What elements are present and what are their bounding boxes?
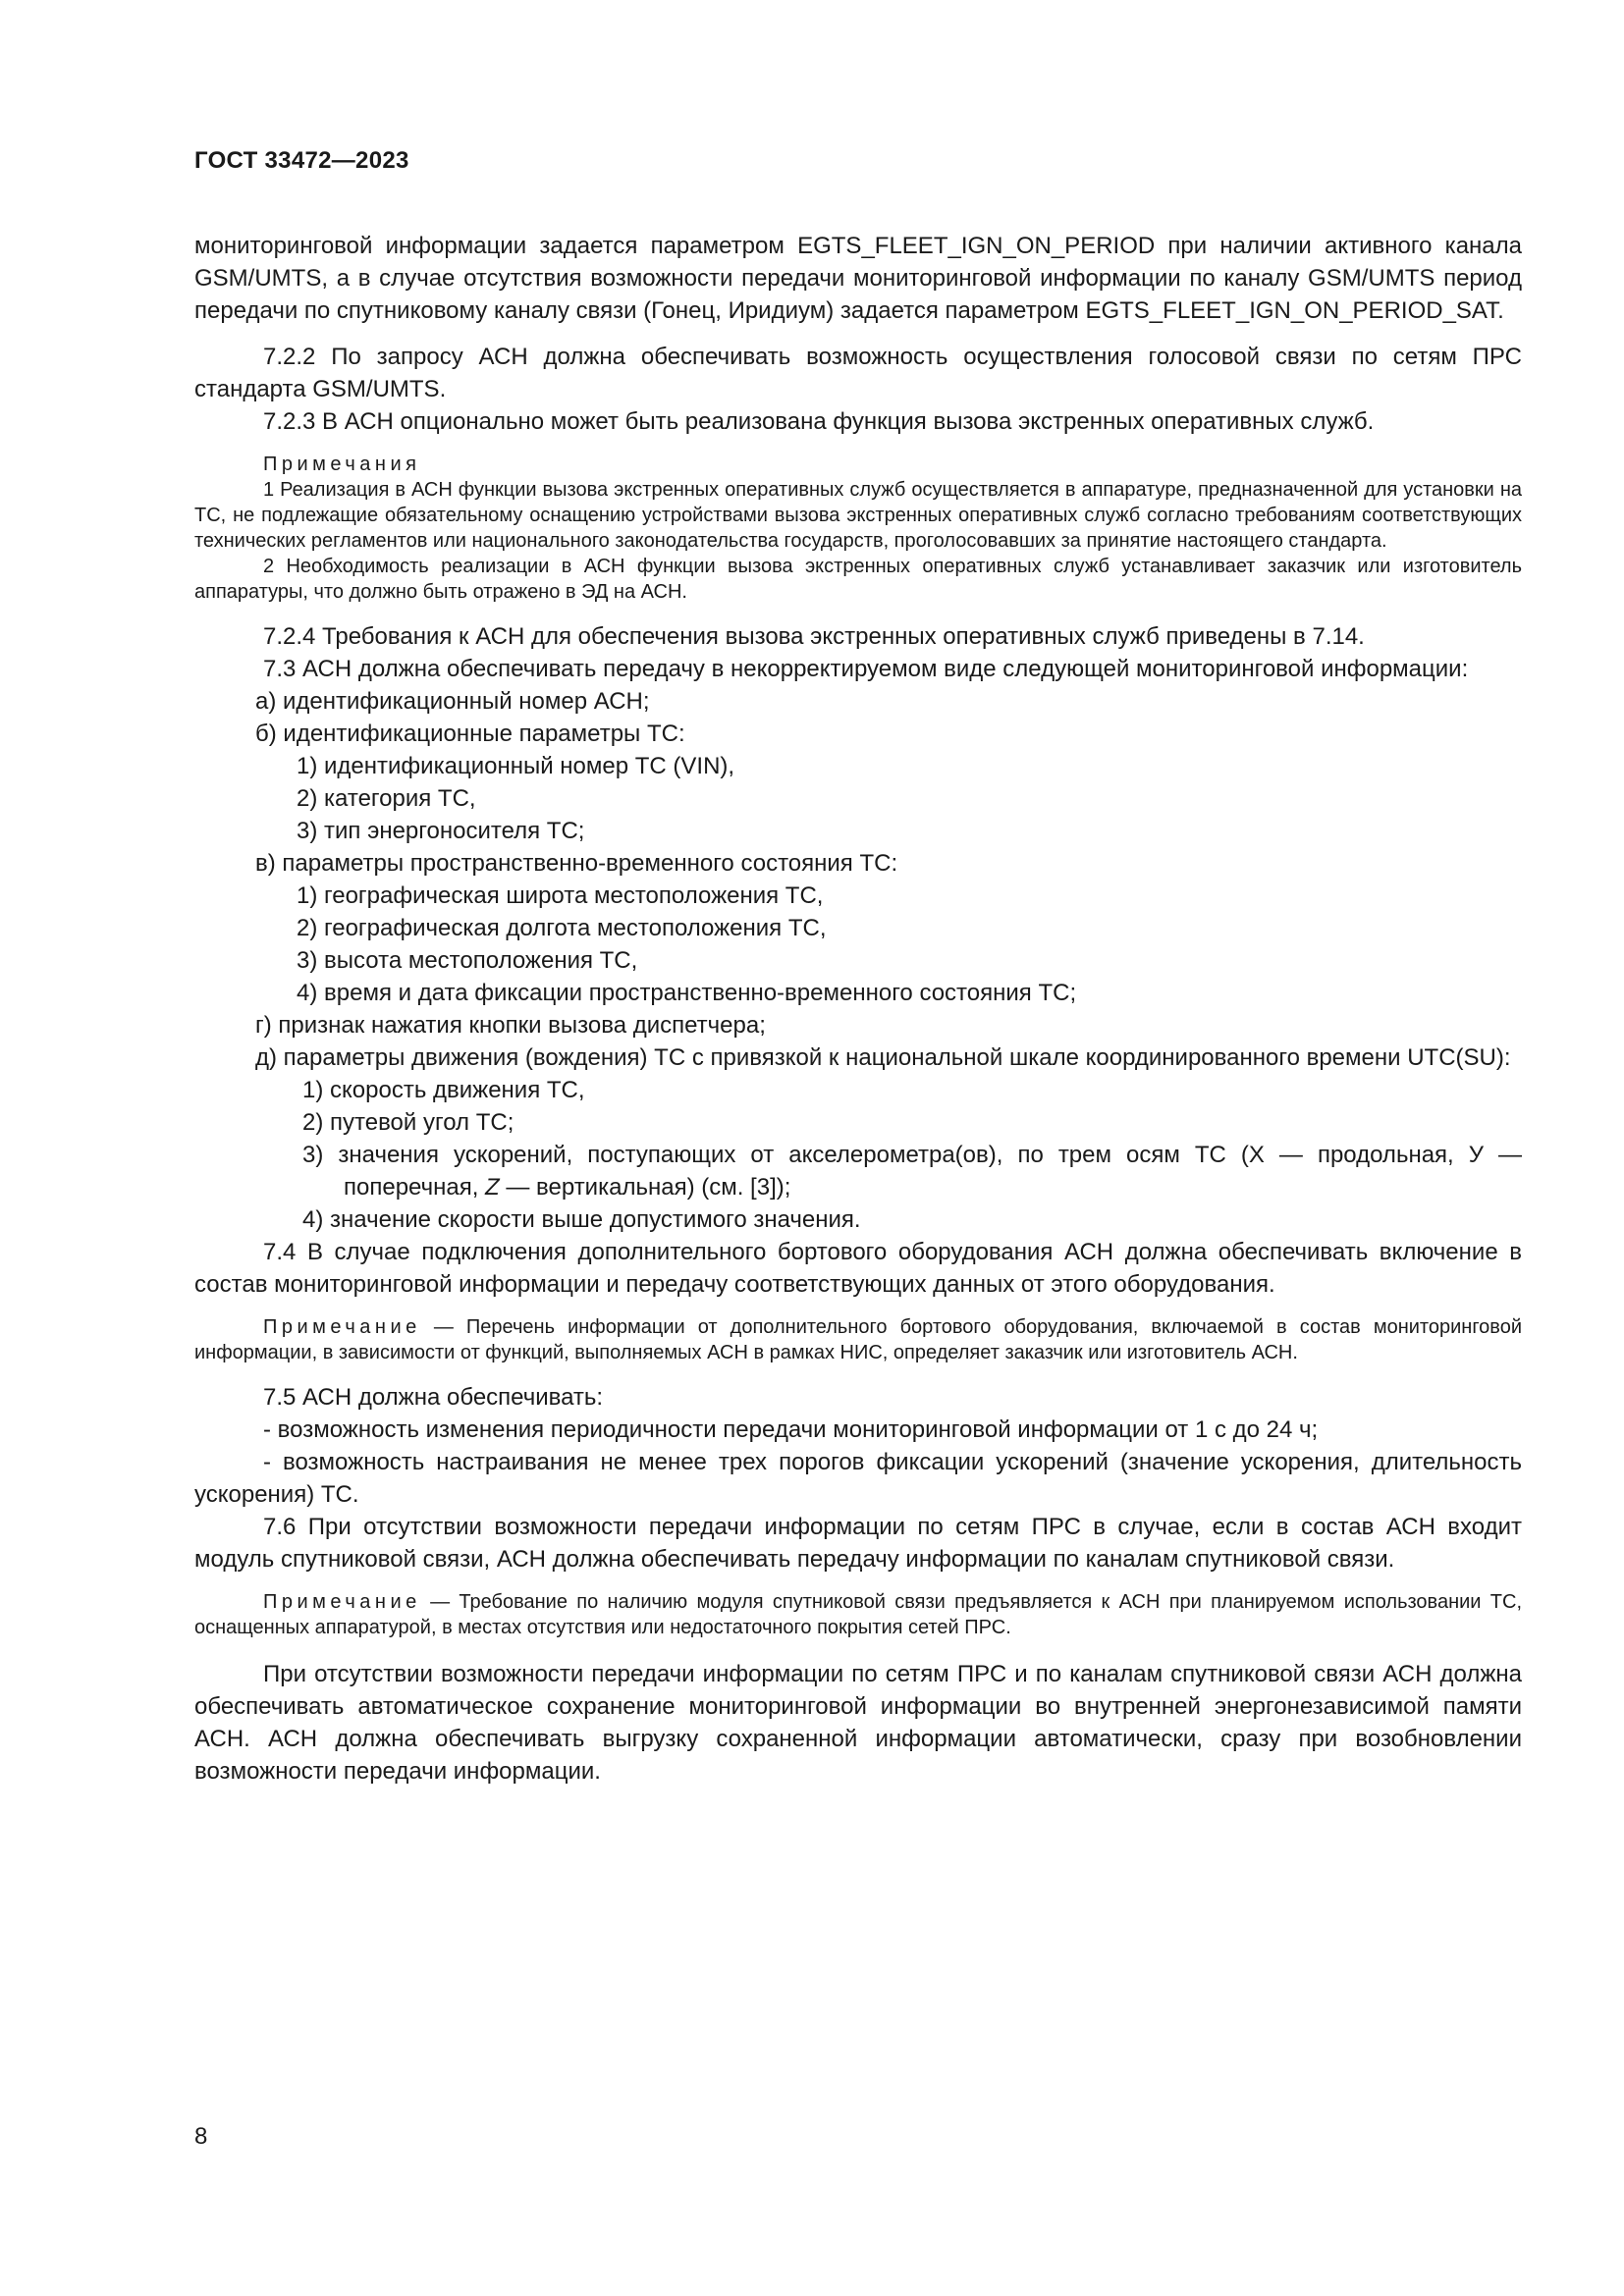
standard-header: ГОСТ 33472—2023 [194, 147, 409, 174]
sublist-item: 3) высота местоположения ТС, [297, 947, 638, 974]
paragraph-final: При отсутствии возможности передачи информации по сетям ПРС и по каналам спутниковой связи АСН должна обеспечивать автоматическое сохранение мониторинговой информации во внутренней энергонезависимой памяти АСН. АСН должна обеспечивать выгрузку сохраненной информации автоматически, сразу при возобновлении возможности передачи информации. [194, 1661, 1522, 1785]
list-item: а) идентификационный номер АСН; [255, 688, 650, 715]
note-text [194, 1589, 1522, 1640]
sublist-item: 2) категория ТС, [297, 785, 476, 812]
sublist-item: 1) географическая широта местоположения ТС, [297, 882, 824, 909]
body-text [194, 620, 1522, 1301]
sublist-item: 2) географическая долгота местоположения ТС, [297, 915, 827, 941]
list-item: б) идентификационные параметры ТС: [255, 721, 685, 747]
note-block [194, 1314, 1522, 1365]
sublist-item: 1) идентификационный номер ТС (VIN), [297, 753, 735, 779]
paragraph-7-6: 7.6 При отсутствии возможности передачи информации по сетям ПРС в случае, если в состав АСН входит модуль спутниковой связи, АСН должна обеспечивать передачу информации по каналам спутниковой связи. [194, 1514, 1522, 1573]
list-item: - возможность изменения периодичности передачи мониторинговой информации от 1 с до 24 ч; [263, 1416, 1319, 1443]
sublist-item: 1) скорость движения ТС, [302, 1077, 585, 1103]
notes-heading: Примечания [263, 454, 421, 475]
sublist-item [194, 1139, 1522, 1203]
paragraph-7-5: 7.5 АСН должна обеспечивать: [263, 1384, 604, 1411]
note-item-2: 2 Необходимость реализации в АСН функции вызова экстренных оперативных служб устанавливает заказчик или изготовитель аппаратуры, что должно быть отражено в ЭД на АСН. [194, 556, 1522, 603]
note-block [194, 1589, 1522, 1640]
document-page [194, 147, 1522, 1788]
list-item: - возможность настраивания не менее трех порогов фиксации ускорений (значение ускорения, длительность ускорения) ТС. [194, 1449, 1522, 1508]
paragraph-continuation: мониторинговой информации задается параметром EGTS_FLEET_IGN_ON_PERIOD при наличии активного канала GSM/UMTS, а в случае отсутствия возможности передачи мониторинговой информации по каналу GSM/UMTS период передачи по спутниковому каналу связи (Гонец, Иридиум) задается параметром EGTS_FLEET_IGN_ON_PERIOD_SAT. [194, 233, 1522, 324]
body-text [194, 1381, 1522, 1575]
note-label: Примечание [263, 1591, 421, 1613]
paragraph-7-2-3: 7.2.3 В АСН опционально может быть реализована функция вызова экстренных оперативных служб. [263, 408, 1375, 435]
page-number: 8 [194, 2123, 208, 2150]
body-text [194, 1658, 1522, 1788]
notes-block [194, 452, 1522, 605]
note-label: Примечание [263, 1316, 421, 1338]
sublist-item: 3) тип энергоносителя ТС; [297, 818, 585, 844]
note-item-1: 1 Реализация в АСН функции вызова экстренных оперативных служб осуществляется в аппаратуре, предназначенной для установки на ТС, не подлежащие обязательному оснащению устройствами вызова экстренных оперативных служб согласно требованиям соответствующих технических регламентов или национального законодательства государств, проголосовавших за принятие настоящего стандарта. [194, 479, 1522, 552]
body-text [194, 230, 1522, 438]
sublist-text: 3) значения ускорений, поступающих от акселерометра(ов), по трем осям ТС (Х — продольная, У — поперечная, [302, 1142, 1522, 1201]
list-item: д) параметры движения (вождения) ТС с привязкой к национальной шкале координированного времени UTC(SU): [255, 1044, 1511, 1071]
list-item: г) признак нажатия кнопки вызова диспетчера; [255, 1012, 766, 1039]
paragraph-7-4: 7.4 В случае подключения дополнительного бортового оборудования АСН должна обеспечивать включение в состав мониторинговой информации и передачу соответствующих данных от этого оборудования. [194, 1239, 1522, 1298]
paragraph-7-3: 7.3 АСН должна обеспечивать передачу в некорректируемом виде следующей мониторинговой информации: [263, 656, 1469, 682]
sublist-text: — вертикальная) (см. [3]); [499, 1174, 791, 1201]
sublist-item: 4) время и дата фиксации пространственно-временного состояния ТС; [297, 980, 1077, 1006]
axis-z-label: Z [485, 1174, 500, 1201]
paragraph-7-2-4: 7.2.4 Требования к АСН для обеспечения вызова экстренных оперативных служб приведены в 7.14. [263, 623, 1365, 650]
paragraph-7-2-2: 7.2.2 По запросу АСН должна обеспечивать возможность осуществления голосовой связи по сетям ПРС стандарта GSM/UMTS. [194, 344, 1522, 402]
note-body: — Требование по наличию модуля спутниковой связи предъявляется к АСН при планируемом использовании ТС, оснащенных аппаратурой, в местах отсутствия или недостаточного покрытия сетей ПРС. [194, 1591, 1522, 1638]
note-body: — Перечень информации от дополнительного бортового оборудования, включаемой в состав мониторинговой информации, в зависимости от функций, выполняемых АСН в рамках НИС, определяет заказчик или изготовитель АСН. [194, 1316, 1522, 1363]
sublist-item: 2) путевой угол ТС; [302, 1109, 514, 1136]
list-item: в) параметры пространственно-временного состояния ТС: [255, 850, 898, 877]
note-text [194, 1314, 1522, 1365]
sublist-item: 4) значение скорости выше допустимого значения. [302, 1206, 861, 1233]
